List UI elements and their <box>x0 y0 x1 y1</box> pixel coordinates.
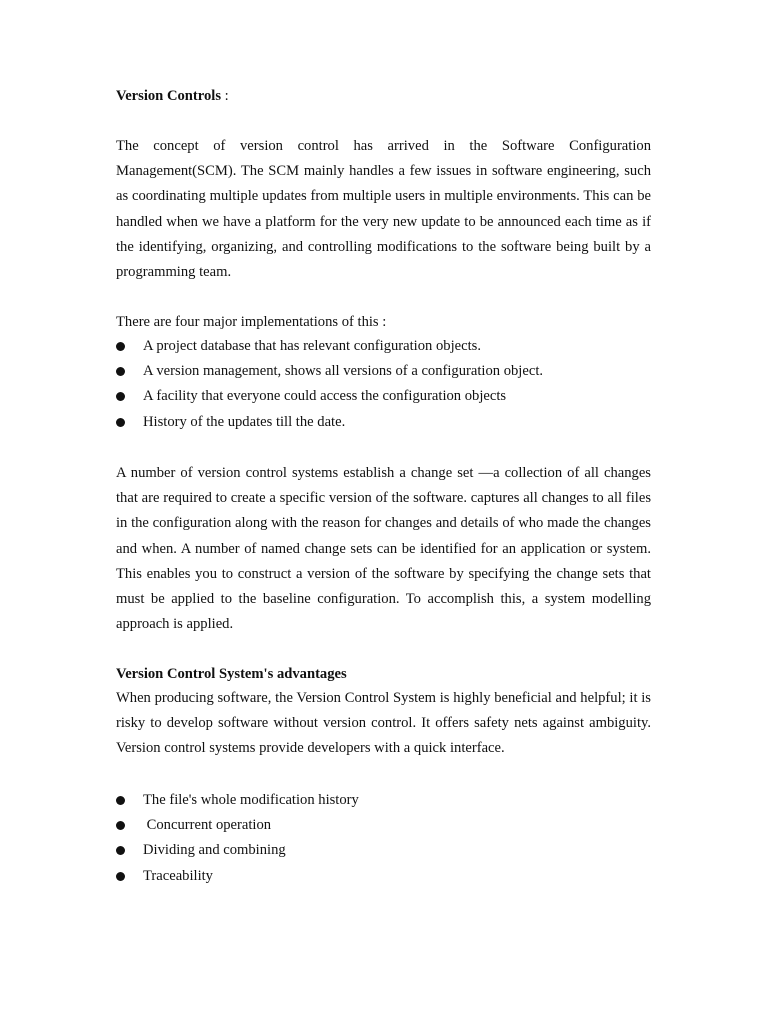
bullet-icon <box>116 367 125 376</box>
section-title-advantages <box>116 664 347 684</box>
list-item <box>116 334 543 359</box>
implementations-list <box>116 334 543 435</box>
list-item <box>116 813 359 838</box>
section-title-text: Version Control System's advantages <box>116 666 347 682</box>
list-item <box>116 838 359 863</box>
list-item-text: Dividing and combining <box>143 842 286 859</box>
section-title-suffix: : <box>221 88 229 104</box>
change-set-paragraph: A number of version control systems establish a change set —a collection of all changes that are required to create a specific version of the software. captures all changes to all files in the configuration along with the reason for changes and details of who made the changes and when. A number of named change sets can be identified for an application or system. This enables you to construct a version of the software by specifying the change sets that must be applied to the baseline configuration. To accomplish this, a system modelling approach is applied. <box>116 465 651 633</box>
intro-paragraph: The concept of version control has arrived in the Software Configuration Management(SCM). The SCM mainly handles a few issues in software engineering, such as coordinating multiple updates from multiple users in multiple environments. This can be handled when we have a platform for the very new update to be announced each time as if the identifying, organizing, and controlling modifications to the software being built by a programming team. <box>116 138 651 281</box>
list-item <box>116 384 543 409</box>
list-item-text: Traceability <box>143 867 213 884</box>
list-intro: There are four major implementations of this : <box>116 314 387 330</box>
bullet-icon <box>116 872 125 881</box>
bullet-icon <box>116 796 125 805</box>
list-item-text: A version management, shows all versions of a configuration object. <box>143 363 544 380</box>
bullet-icon <box>116 392 125 401</box>
section-title-version-controls <box>116 86 229 106</box>
list-item-text: A facility that everyone could access the configuration objects <box>143 388 507 405</box>
list-item <box>116 410 543 435</box>
bullet-icon <box>116 821 125 830</box>
list-item-text: The file's whole modification history <box>143 792 359 808</box>
list-item <box>116 864 359 889</box>
list-item-text: Concurrent operation <box>143 817 272 834</box>
list-item <box>116 359 543 384</box>
advantages-paragraph: When producing software, the Version Control System is highly beneficial and helpful; it is risky to develop software without version control. It offers safety nets against ambiguity. Version control systems provide developers with a quick interface. <box>116 690 651 757</box>
advantages-list <box>116 788 359 889</box>
bullet-icon <box>116 418 125 427</box>
section-title-text: Version Controls <box>116 88 222 104</box>
bullet-icon <box>116 846 125 855</box>
list-item-text: History of the updates till the date. <box>143 413 346 430</box>
bullet-icon <box>116 342 125 351</box>
list-item <box>116 788 359 813</box>
list-item-text: A project database that has relevant configuration objects. <box>143 338 481 354</box>
